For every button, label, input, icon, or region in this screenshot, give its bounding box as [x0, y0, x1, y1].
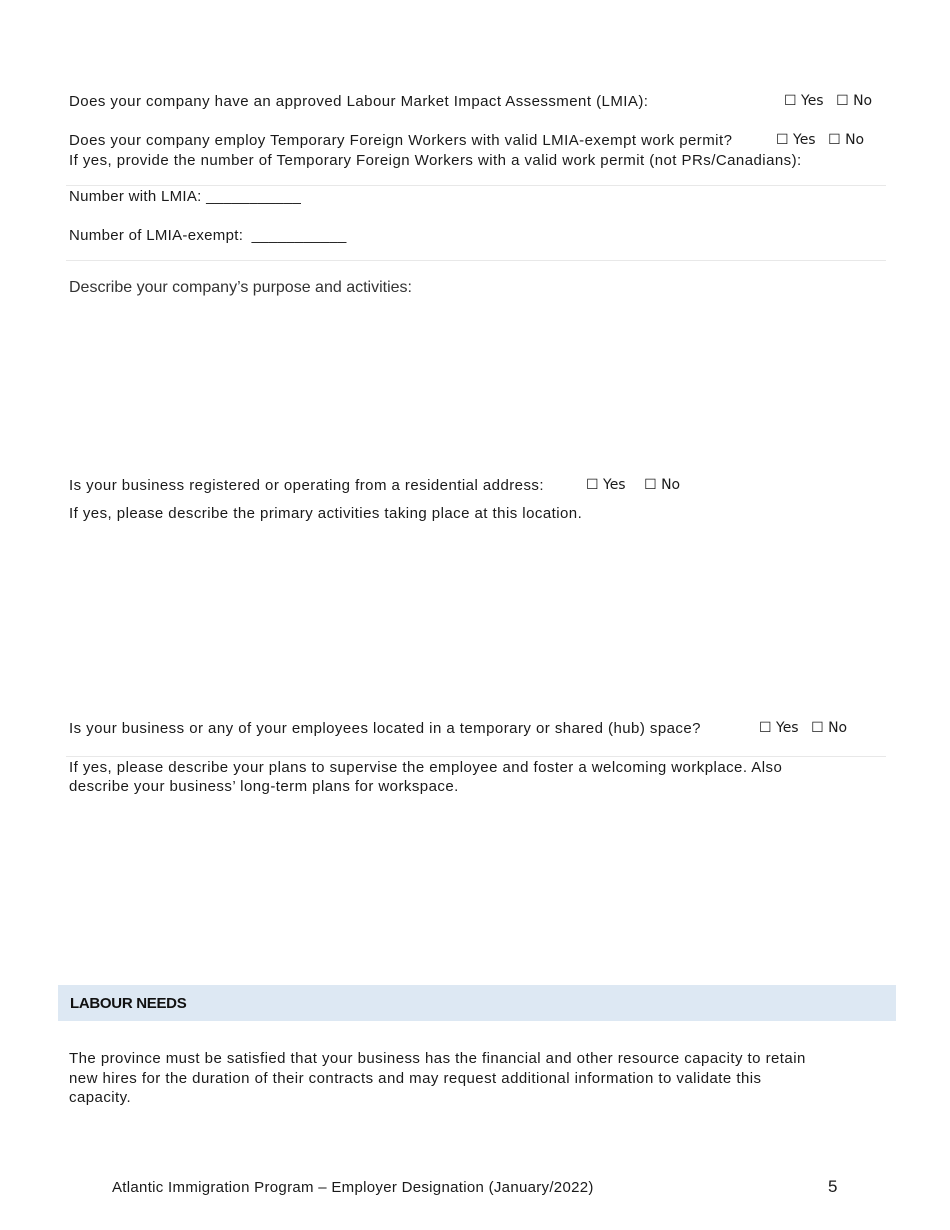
- number-with-lmia-row: [69, 188, 301, 205]
- residential-answer-area[interactable]: [69, 530, 879, 700]
- question-tfw-text: Does your company employ Temporary Foreign Workers with valid LMIA-exempt work permit?: [69, 132, 733, 149]
- labour-needs-banner: [58, 985, 896, 1021]
- divider: [66, 756, 886, 757]
- lmia-options: [784, 93, 872, 109]
- question-lmia-text: Does your company have an approved Labour Market Impact Assessment (LMIA):: [69, 93, 649, 110]
- residential-yes-checkbox[interactable]: ☐ Yes: [586, 477, 626, 493]
- number-lmia-exempt-label: Number of LMIA-exempt:: [69, 227, 244, 244]
- footer-text: Atlantic Immigration Program – Employer Designation (January/2022): [112, 1179, 594, 1196]
- number-lmia-exempt-row: [69, 227, 347, 244]
- labour-needs-line-2: new hires for the duration of their contracts and may request additional information to validate this: [69, 1069, 762, 1087]
- describe-purpose-label: Describe your company’s purpose and activities:: [69, 279, 412, 296]
- question-lmia: [69, 93, 648, 110]
- tfw-no-checkbox[interactable]: ☐ No: [828, 132, 865, 148]
- question-residential: [69, 477, 544, 494]
- number-with-lmia-label: Number with LMIA:: [69, 188, 202, 205]
- question-hub-text: Is your business or any of your employees located in a temporary or shared (hub) space?: [69, 720, 701, 737]
- tfw-options: [776, 132, 864, 148]
- labour-needs-paragraph: [69, 1049, 869, 1108]
- hub-followup-line1: If yes, please describe your plans to supervise the employee and foster a welcoming workplace. Also: [69, 759, 783, 776]
- lmia-yes-checkbox[interactable]: ☐ Yes: [784, 93, 824, 109]
- tfw-followup: If yes, provide the number of Temporary Foreign Workers with a valid work permit (not PRs/Canadians):: [69, 152, 802, 169]
- describe-purpose-answer-area[interactable]: [69, 305, 879, 465]
- tfw-yes-checkbox[interactable]: ☐ Yes: [776, 132, 816, 148]
- number-lmia-exempt-field[interactable]: ___________: [251, 227, 347, 244]
- page-number: 5: [828, 1177, 838, 1196]
- divider: [66, 185, 886, 186]
- hub-answer-area[interactable]: [69, 805, 879, 975]
- residential-no-checkbox[interactable]: ☐ No: [644, 477, 681, 493]
- labour-needs-title: LABOUR NEEDS: [70, 995, 187, 1012]
- number-with-lmia-field[interactable]: ___________: [206, 188, 302, 205]
- lmia-no-checkbox[interactable]: ☐ No: [836, 93, 873, 109]
- divider: [66, 260, 886, 261]
- residential-followup: If yes, please describe the primary activities taking place at this location.: [69, 505, 583, 522]
- hub-options: [759, 720, 847, 736]
- hub-followup-line2: describe your business’ long-term plans for workspace.: [69, 778, 459, 795]
- hub-yes-checkbox[interactable]: ☐ Yes: [759, 720, 799, 736]
- question-hub: [69, 720, 701, 737]
- hub-no-checkbox[interactable]: ☐ No: [811, 720, 848, 736]
- question-residential-text: Is your business registered or operating from a residential address:: [69, 477, 544, 494]
- labour-needs-line-3: capacity.: [69, 1089, 132, 1106]
- question-tfw: [69, 132, 732, 149]
- labour-needs-line-1: The province must be satisfied that your business has the financial and other resource capacity to retain: [69, 1050, 806, 1067]
- residential-options: [586, 477, 680, 493]
